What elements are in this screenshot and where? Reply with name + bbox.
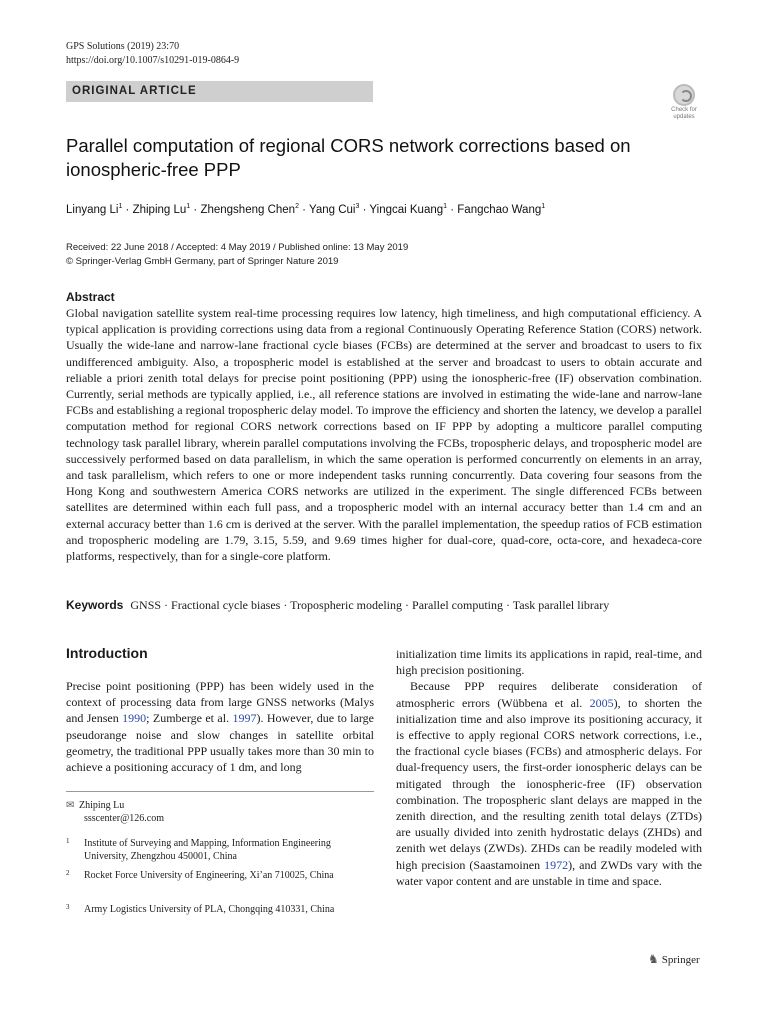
keyword: GNSS	[130, 598, 162, 612]
article-type-badge: ORIGINAL ARTICLE	[66, 81, 373, 102]
citation-link[interactable]: 1990	[122, 711, 147, 726]
keyword: Tropospheric modeling	[290, 598, 403, 612]
springer-horse-icon: ♞	[648, 952, 659, 966]
keyword: Task parallel library	[512, 598, 610, 612]
author[interactable]: Zhengsheng Chen$^2$	[200, 203, 299, 216]
author[interactable]: Fangchao Wang$^1$	[457, 203, 546, 216]
keywords-label: Keywords	[66, 598, 124, 612]
corresponding-email[interactable]: ssscenter@126.com	[84, 813, 165, 824]
affiliation: 1 Institute of Surveying and Mapping, Information Engineering University, Zhengzhou 450001, China	[66, 837, 331, 862]
article-title: Parallel computation of regional CORS network corrections based on ionospheric-free PPP	[66, 135, 631, 180]
author[interactable]: Linyang Li$^1$	[66, 203, 123, 216]
copyright: © Springer-Verlag GmbH Germany, part of Springer Nature 2019	[66, 256, 339, 267]
corresponding-name: Zhiping Lu	[79, 800, 125, 811]
abstract-heading: Abstract	[66, 290, 115, 304]
publisher-logo: ♞ Springer	[648, 952, 700, 966]
envelope-icon: ✉	[66, 800, 75, 811]
abstract-text: Global navigation satellite system real-time processing requires low latency, high timeliness, and high computational efficiency. A typical application is providing corrections using data from a regional Continuously Operating Reference Station (CORS) network. Usually the wide-lane and narrow-lane fractional cycle biases (FCBs) are determined at the server and broadcast to users to fix undifferenced ambiguity. Also, a tropospheric model is established at the server and broadcast to users to obtain accurate and reliable a priori zenith total delays for precise point positioning (PPP) using the ionospheric-free (IF) observation combination. Currently, serial methods are typically applied, i.e., all reference stations are involved in estimating the wide-lane and narrow-lane FCBs and establishing a regional tropospheric delay model. To improve the efficiency and shorten the latency, we develop a parallel computation method for regional CORS network corrections based on IF PPP by adopting a multicore parallel computing technology task parallel library, wherein parallel computations involving the FCBs, tropospheric delays, and tropospheric model are successively performed based on data parallelism, in which the same operation is performed concurrently on elements in an array, and task parallelism, which refers to one or more independent tasks running concurrently. Data covering four seasons from the Hong Kong and southwestern America CORS networks are utilized in the experiment. The single differenced FCBs between satellites are determined within each full pass, and a tropospheric model with an internal accuracy better than 1.4 cm and an external accuracy better than 1.6 cm is derived at the server. With the parallel implementation, the speedup ratios of FCB estimation and tropospheric modeling are 1.79, 3.15, 5.59, and 9.69 times higher for dual-core, quad-core, octa-core, and hexadeca-core platforms, respectively, than for a single-core platform.	[66, 306, 702, 564]
author[interactable]: Yang Cui$^3$	[309, 203, 360, 216]
paragraph: initialization time limits its applications in rapid, real-time, and high precision positioning.	[396, 647, 702, 678]
citation-link[interactable]: 1972	[544, 857, 569, 872]
author[interactable]: Zhiping Lu$^1$	[132, 203, 191, 216]
body-column-left: Precise point positioning (PPP) has been widely used in the context of processing data from large GNSS networks (Malys and Jensen 1990; Zumberge et al. 1997). However, due to large pseudorange noise and slow changes in satellite orbital geometry, the traditional PPP usually takes more than 30 min to achieve a positioning accuracy of 1 dm, and long	[66, 679, 375, 775]
keywords: Keywords GNSS · Fractional cycle biases · Tropospheric modeling · Parallel computing · Task parallel library	[66, 598, 610, 612]
check-updates-label: Check for updates	[671, 107, 697, 120]
keyword: Parallel computing	[412, 598, 503, 612]
journal-header	[66, 40, 239, 68]
body-column-right	[396, 646, 702, 889]
journal-citation: GPS Solutions (2019) 23:70	[66, 41, 180, 52]
publication-dates	[66, 241, 408, 269]
doi-link[interactable]: https://doi.org/10.1007/s10291-019-0864-9	[66, 55, 240, 66]
check-updates-icon	[673, 84, 695, 106]
corresponding-author	[66, 799, 164, 825]
citation-link[interactable]: 2005	[589, 695, 614, 710]
check-for-updates-button[interactable]	[664, 84, 704, 124]
keyword: Fractional cycle biases	[171, 598, 281, 612]
author-list: Linyang $Li^1$ · Zhiping $Lu^1$ · Zhengsheng Chen$^2$ · Yang Cui$^3$ · Yingcai Kuang$^1$ · Fangchao Wang$^1$	[66, 203, 546, 216]
paragraph: Because PPP requires deliberate consideration of atmospheric errors (Wübbena et al. 2005), to shorten the initialization time and also improve its positioning accuracy, it is effective to apply regional CORS network corrections, i.e., the fractional cycle biases (FCBs) and atmospheric delays. For dual-frequency users, the first-order ionospheric delays can be mitigated through the ionospheric-free (IF) observation combination. The tropospheric slant delays are mapped in the zenith direction, and the resulting zenith total delays (ZTDs) are usually divided into zenith hydrostatic delays (ZHDs) and zenith wet delays (ZWDs). ZHDs can be readily modeled with high precision (Saastamoinen 1972), and ZWDs vary with the water vapor content and are unstable in time and space.	[396, 679, 702, 888]
footnote-divider	[66, 791, 374, 792]
affiliation: 2 Rocket Force University of Engineering, Xi’an 710025, China	[66, 869, 334, 881]
author[interactable]: Yingcai Kuang$^1$	[369, 203, 448, 216]
citation-link[interactable]: 1997	[232, 711, 257, 726]
affiliation: 3 Army Logistics University of PLA, Chongqing 410331, China	[66, 903, 335, 915]
introduction-heading: Introduction	[66, 645, 148, 661]
history-dates: Received: 22 June 2018 / Accepted: 4 May 2019 / Published online: 13 May 2019	[66, 242, 409, 253]
